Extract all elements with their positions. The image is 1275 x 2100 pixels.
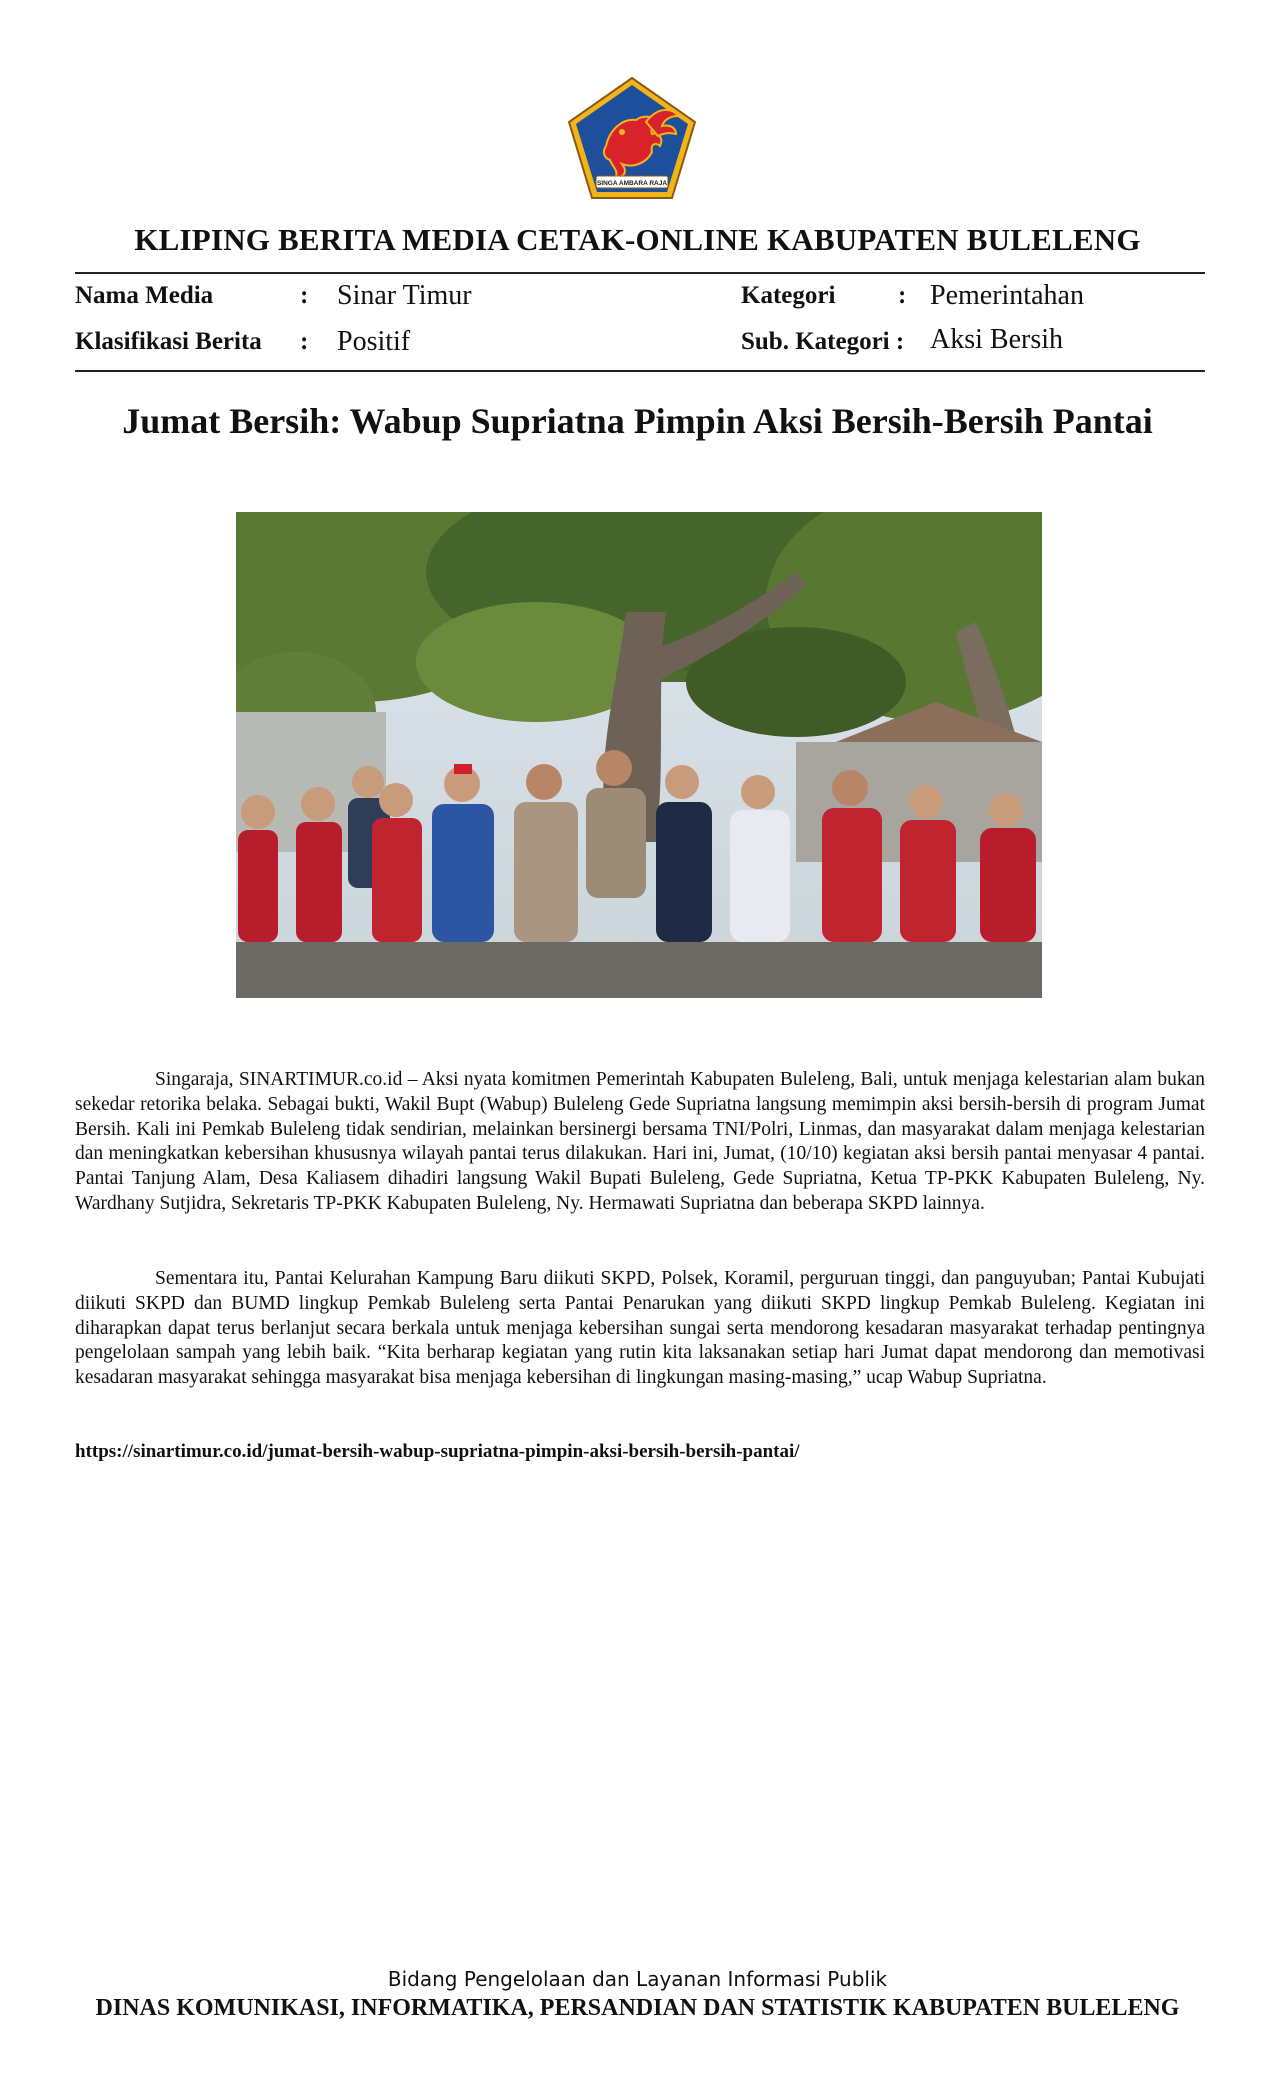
kategori-colon: :	[898, 282, 907, 309]
sub-kategori-value: Aksi Bersih	[930, 324, 1063, 355]
bottom-rule	[75, 370, 1205, 372]
kategori-label: Kategori	[741, 282, 836, 309]
paragraph-text: Singaraja, SINARTIMUR.co.id – Aksi nyata komitmen Pemerintah Kabupaten Buleleng, Bali, untuk menjaga kelestarian alam bukan sekedar retorika belaka. Sebagai bukti, Wakil Bupt (Wabup) Buleleng Gede Supriatna langsung memimpin aksi bersih-bersih di program Jumat Bersih. Kali ini Pemkab Buleleng tidak sendirian, melainkan bersinergi bersama TNI/Polri, Linmas, dan masyarakat dalam menjaga kelestarian dan meningkatkan kebersihan khususnya wilayah pantai terus dilakukan. Hari ini, Jumat, (10/10) kegiatan aksi bersih pantai menyasar 4 pantai. Pantai Tanjung Alam, Desa Kaliasem dihadiri langsung Wakil Bupati Buleleng, Gede Supriatna, Ketua TP-PKK Kabupaten Buleleng, Ny. Wardhany Sutjidra, Sekretaris TP-PKK Kabupaten Buleleng, Ny. Hermawati Supriatna dan beberapa SKPD lainnya.	[75, 1069, 1205, 1214]
footer-agency: DINAS KOMUNIKASI, INFORMATIKA, PERSANDIAN DAN STATISTIK KABUPATEN BULELENG	[95, 1995, 1180, 2021]
regency-emblem-logo	[566, 76, 698, 200]
document-heading: KLIPING BERITA MEDIA CETAK-ONLINE KABUPATEN BULELENG	[134, 222, 1141, 257]
nama-media-value: Sinar Timur	[337, 280, 472, 311]
article-paragraph-1	[75, 1068, 1205, 1217]
klasifikasi-label: Klasifikasi Berita	[75, 328, 262, 355]
klasifikasi-colon: :	[300, 328, 309, 355]
article-title: Jumat Bersih: Wabup Supriatna Pimpin Aksi Bersih-Bersih Pantai	[122, 401, 1153, 441]
footer-division: Bidang Pengelolaan dan Layanan Informasi Publik	[387, 1967, 888, 1991]
kategori-value: Pemerintahan	[930, 280, 1084, 311]
top-rule	[75, 272, 1205, 274]
nama-media-label: Nama Media	[75, 282, 214, 309]
paragraph-text: Sementara itu, Pantai Kelurahan Kampung Baru diikuti SKPD, Polsek, Koramil, perguruan tinggi, dan panguyuban; Pantai Kubujati diikuti SKPD dan BUMD lingkup Pemkab Buleleng serta Pantai Penarukan yang diikuti SKPD lingkup Pemkab Buleleng. Kegiatan ini diharapkan dapat terus berlanjut secara berkala untuk menjaga kebersihan sungai serta mendorong kesadaran masyarakat terhadap pentingnya pengelolaan sampah yang lebih baik. “Kita berharap kegiatan yang rutin kita laksanakan setiap hari Jumat dapat mendorong dan memotivasi kesadaran masyarakat sehingga masyarakat bisa menjaga kebersihan di lingkungan masing-masing,” ucap Wabup Supriatna.	[75, 1268, 1205, 1389]
sub-kategori-label: Sub. Kategori :	[741, 328, 905, 355]
logo-motto: SINGA AMBARA RAJA	[596, 180, 668, 187]
nama-media-colon: :	[300, 282, 309, 309]
article-paragraph-2	[75, 1267, 1205, 1391]
klasifikasi-value: Positif	[337, 326, 411, 357]
source-link[interactable]: https://sinartimur.co.id/jumat-bersih-wabup-supriatna-pimpin-aksi-bersih-bersih-pantai/	[75, 1441, 800, 1462]
article-photo	[236, 512, 1042, 998]
